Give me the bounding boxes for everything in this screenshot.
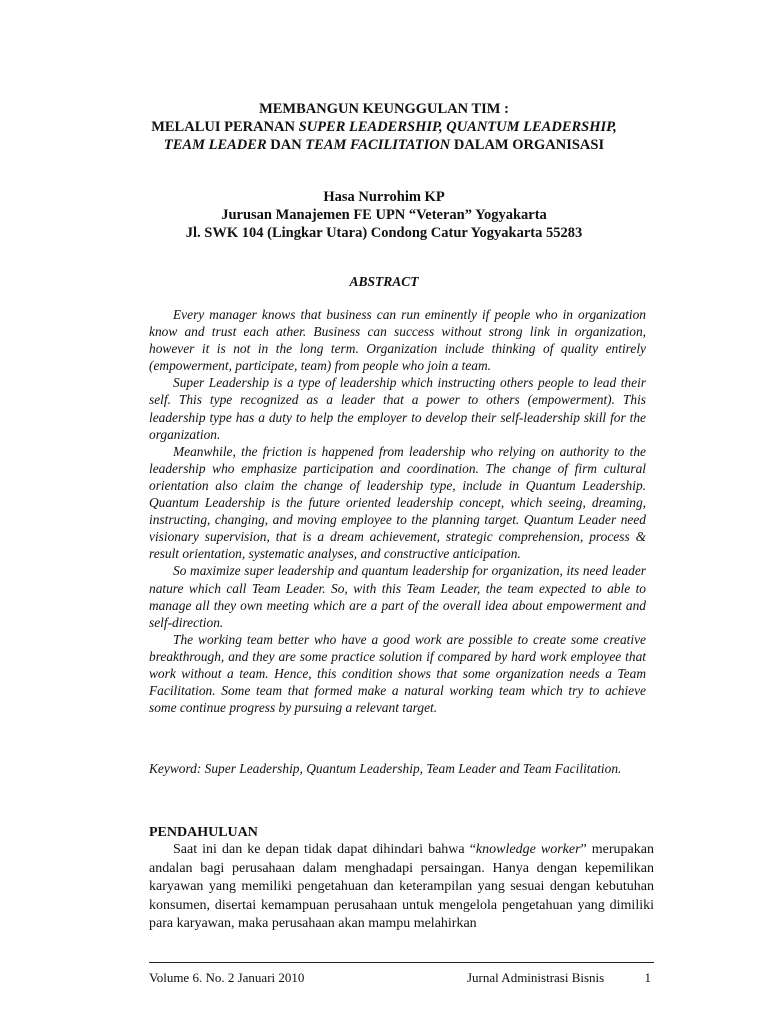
title-line-2-normal: MELALUI PERANAN <box>151 119 299 135</box>
abstract-paragraph-3: Meanwhile, the friction is happened from leadership who relying on authority to the leadership who emphasize participation and coordination. The change of firm cultural orientation also claim the change of leadership type, include in Quantum Leadership. Quantum Leadership is the future oriented leadership concept, which seeing, dreaming, instructing, changing, and moving employee to the planning target. Quantum Leader need visionary supervision, that is a dream achievement, strategic comprehension, process & result orientation, systematic analyses, and constructive anticipation. <box>149 443 646 562</box>
title-line-3-normal-1: DAN <box>266 137 306 153</box>
author-name: Hasa Nurrohim KP <box>323 189 445 205</box>
abstract-paragraph-2: Super Leadership is a type of leadership which instructing others people to lead their self. This type recognized as a leader that a power to others (empowerment). This leadership type has a duty to help the employer to develop their self-leadership skill for the organization. <box>149 375 646 442</box>
title-line-3-italic-1: TEAM LEADER <box>163 137 267 153</box>
title-line-1: MEMBANGUN KEUNGGULAN TIM : <box>259 101 509 117</box>
section-text-before: Saat ini dan ke depan tidak dapat dihindari bahwa “ <box>173 842 476 857</box>
footer-page-number: 1 <box>644 970 651 985</box>
author-block <box>100 188 668 242</box>
author-affiliation: Jurusan Manajemen FE UPN “Veteran” Yogyakarta <box>221 207 547 223</box>
footer-volume: Volume 6. No. 2 Januari 2010 <box>149 970 305 985</box>
abstract-body <box>149 306 646 716</box>
footer-rule <box>149 962 654 963</box>
section-paragraph <box>149 841 654 934</box>
abstract-heading: ABSTRACT <box>349 274 419 289</box>
title-line-2-italic: SUPER LEADERSHIP, QUANTUM LEADERSHIP, <box>298 119 617 135</box>
section-heading: PENDAHULUAN <box>149 825 258 840</box>
abstract-paragraph-1: Every manager knows that business can run eminently if people who in organization know and trust each ather. Business can success without strong link in organization, however it is not in the long term. Organization include thinking of quality entirely (empowerment, participate, team) from people who join a team. <box>149 307 646 374</box>
keywords: Keyword: Super Leadership, Quantum Leadership, Team Leader and Team Facilitation. <box>149 761 622 776</box>
title-line-3 <box>100 136 668 154</box>
abstract-paragraph-4: So maximize super leadership and quantum leadership for organization, its need leader nature which call Team Leader. So, with this Team Leader, the team expected to able to manage all they own meeting which are a part of the overall idea about empowerment and self-direction. <box>149 563 646 630</box>
section-text-italic: knowledge worker <box>475 842 581 857</box>
paper-title <box>100 100 668 154</box>
section-text-after: ” merupakan andalan bagi perusahaan dalam menghadapi persaingan. Hanya dengan kepemilikan karyawan yang memiliki pengetahuan dan keterampilan yang sesuai dengan kebutuhan konsumen, disertai kemampuan perusahaan untuk mengelola pengetahuan yang dimiliki para karyawan, maka perusahaan akan mampu melahirkan <box>149 842 654 932</box>
section-body <box>149 841 654 934</box>
title-line-3-italic-2: TEAM FACILITATION <box>305 137 451 153</box>
footer-journal: Jurnal Administrasi Bisnis <box>467 970 605 985</box>
author-address: Jl. SWK 104 (Lingkar Utara) Condong Catur Yogyakarta 55283 <box>185 225 583 241</box>
title-line-3-normal-2: DALAM ORGANISASI <box>450 137 605 153</box>
title-line-2 <box>100 118 668 136</box>
abstract-paragraph-5: The working team better who have a good work are possible to create some creative breakthrough, and they are some practice solution if compared by hard work employee that work without a team. Hence, this condition shows that some organization needs a Team Facilitation. Some team that formed make a natural working team which try to achieve some continue progress by pursuing a relevant target. <box>149 631 646 716</box>
